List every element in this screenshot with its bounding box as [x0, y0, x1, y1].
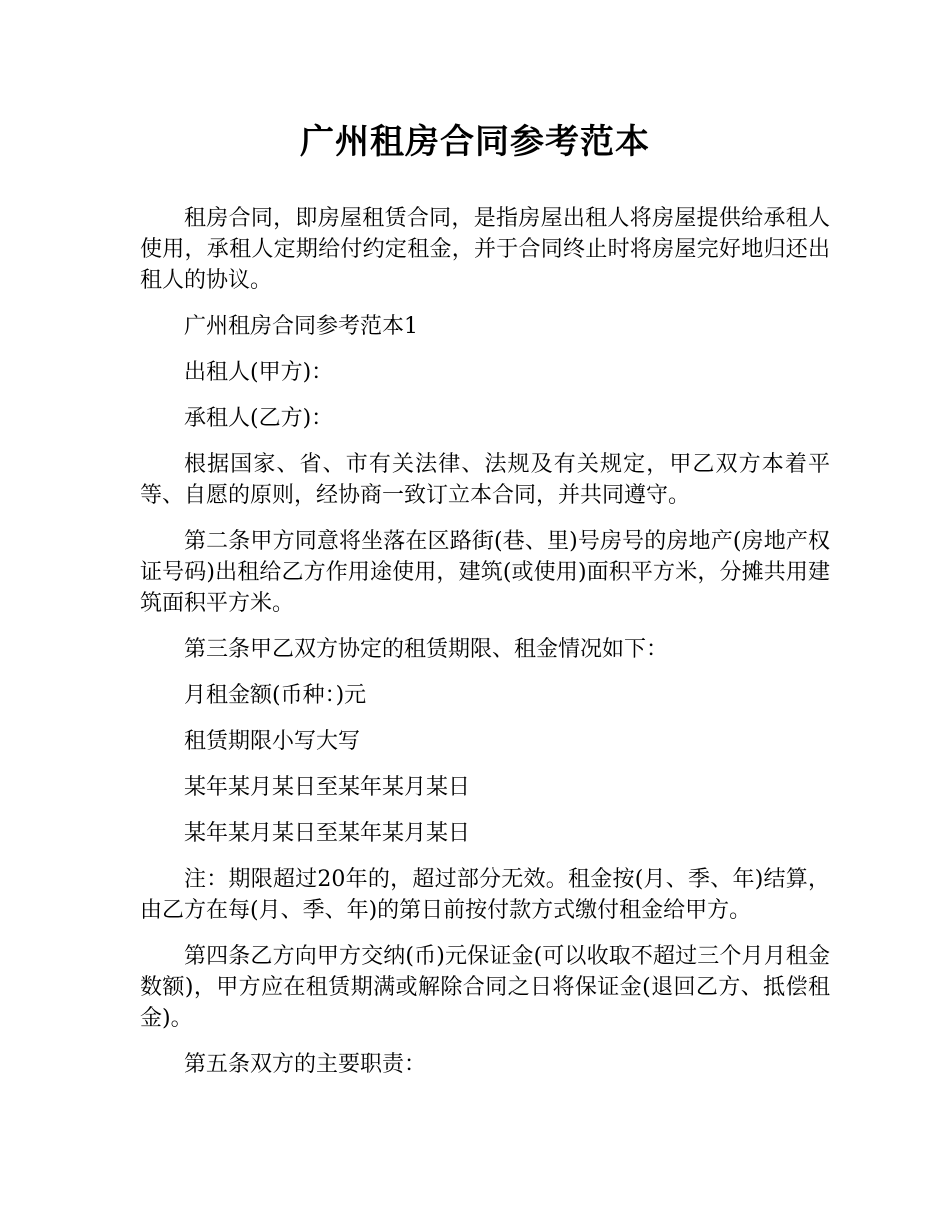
document-title: 广州租房合同参考范本 [300, 122, 650, 162]
paragraph-note: 注：期限超过20年的，超过部分无效。租金按(月、季、年)结算，由乙方在每(月、季、年)的第日前按付款方式缴付租金给甲方。 [140, 867, 830, 923]
paragraph-intro: 租房合同，即房屋租赁合同，是指房屋出租人将房屋提供给承租人使用，承租人定期给付约定租金，并于合同终止时将房屋完好地归还出租人的协议。 [140, 206, 830, 293]
paragraph-monthly-rent: 月租金额(币种：)元 [184, 683, 367, 708]
document-body [140, 203, 830, 1095]
paragraph-lease-term-row-1: 某年某月某日至某年某月某日 [184, 775, 471, 800]
paragraph-article-5: 第五条双方的主要职责： [184, 1052, 427, 1077]
paragraph-article-2: 第二条甲方同意将坐落在区路街(巷、里)号房号的房地产(房地产权证号码)出租给乙方作用途使用，建筑(或使用)面积平方米，分摊共用建筑面积平方米。 [140, 529, 830, 616]
paragraph-lease-term-header: 租赁期限小写大写 [184, 729, 361, 754]
paragraph-article-3: 第三条甲乙双方协定的租赁期限、租金情况如下： [184, 637, 669, 662]
paragraph-lessee: 承租人(乙方)： [184, 406, 334, 431]
paragraph-lease-term-row-2: 某年某月某日至某年某月某日 [184, 821, 471, 846]
paragraph-sample-heading: 广州租房合同参考范本1 [184, 314, 418, 339]
paragraph-lessor: 出租人(甲方)： [184, 360, 334, 385]
paragraph-preamble: 根据国家、省、市有关法律、法规及有关规定，甲乙双方本着平等、自愿的原则，经协商一致订立本合同，并共同遵守。 [140, 452, 830, 508]
paragraph-article-4: 第四条乙方向甲方交纳(币)元保证金(可以收取不超过三个月月租金数额)，甲方应在租赁期满或解除合同之日将保证金(退回乙方、抵偿租金)。 [140, 944, 830, 1031]
